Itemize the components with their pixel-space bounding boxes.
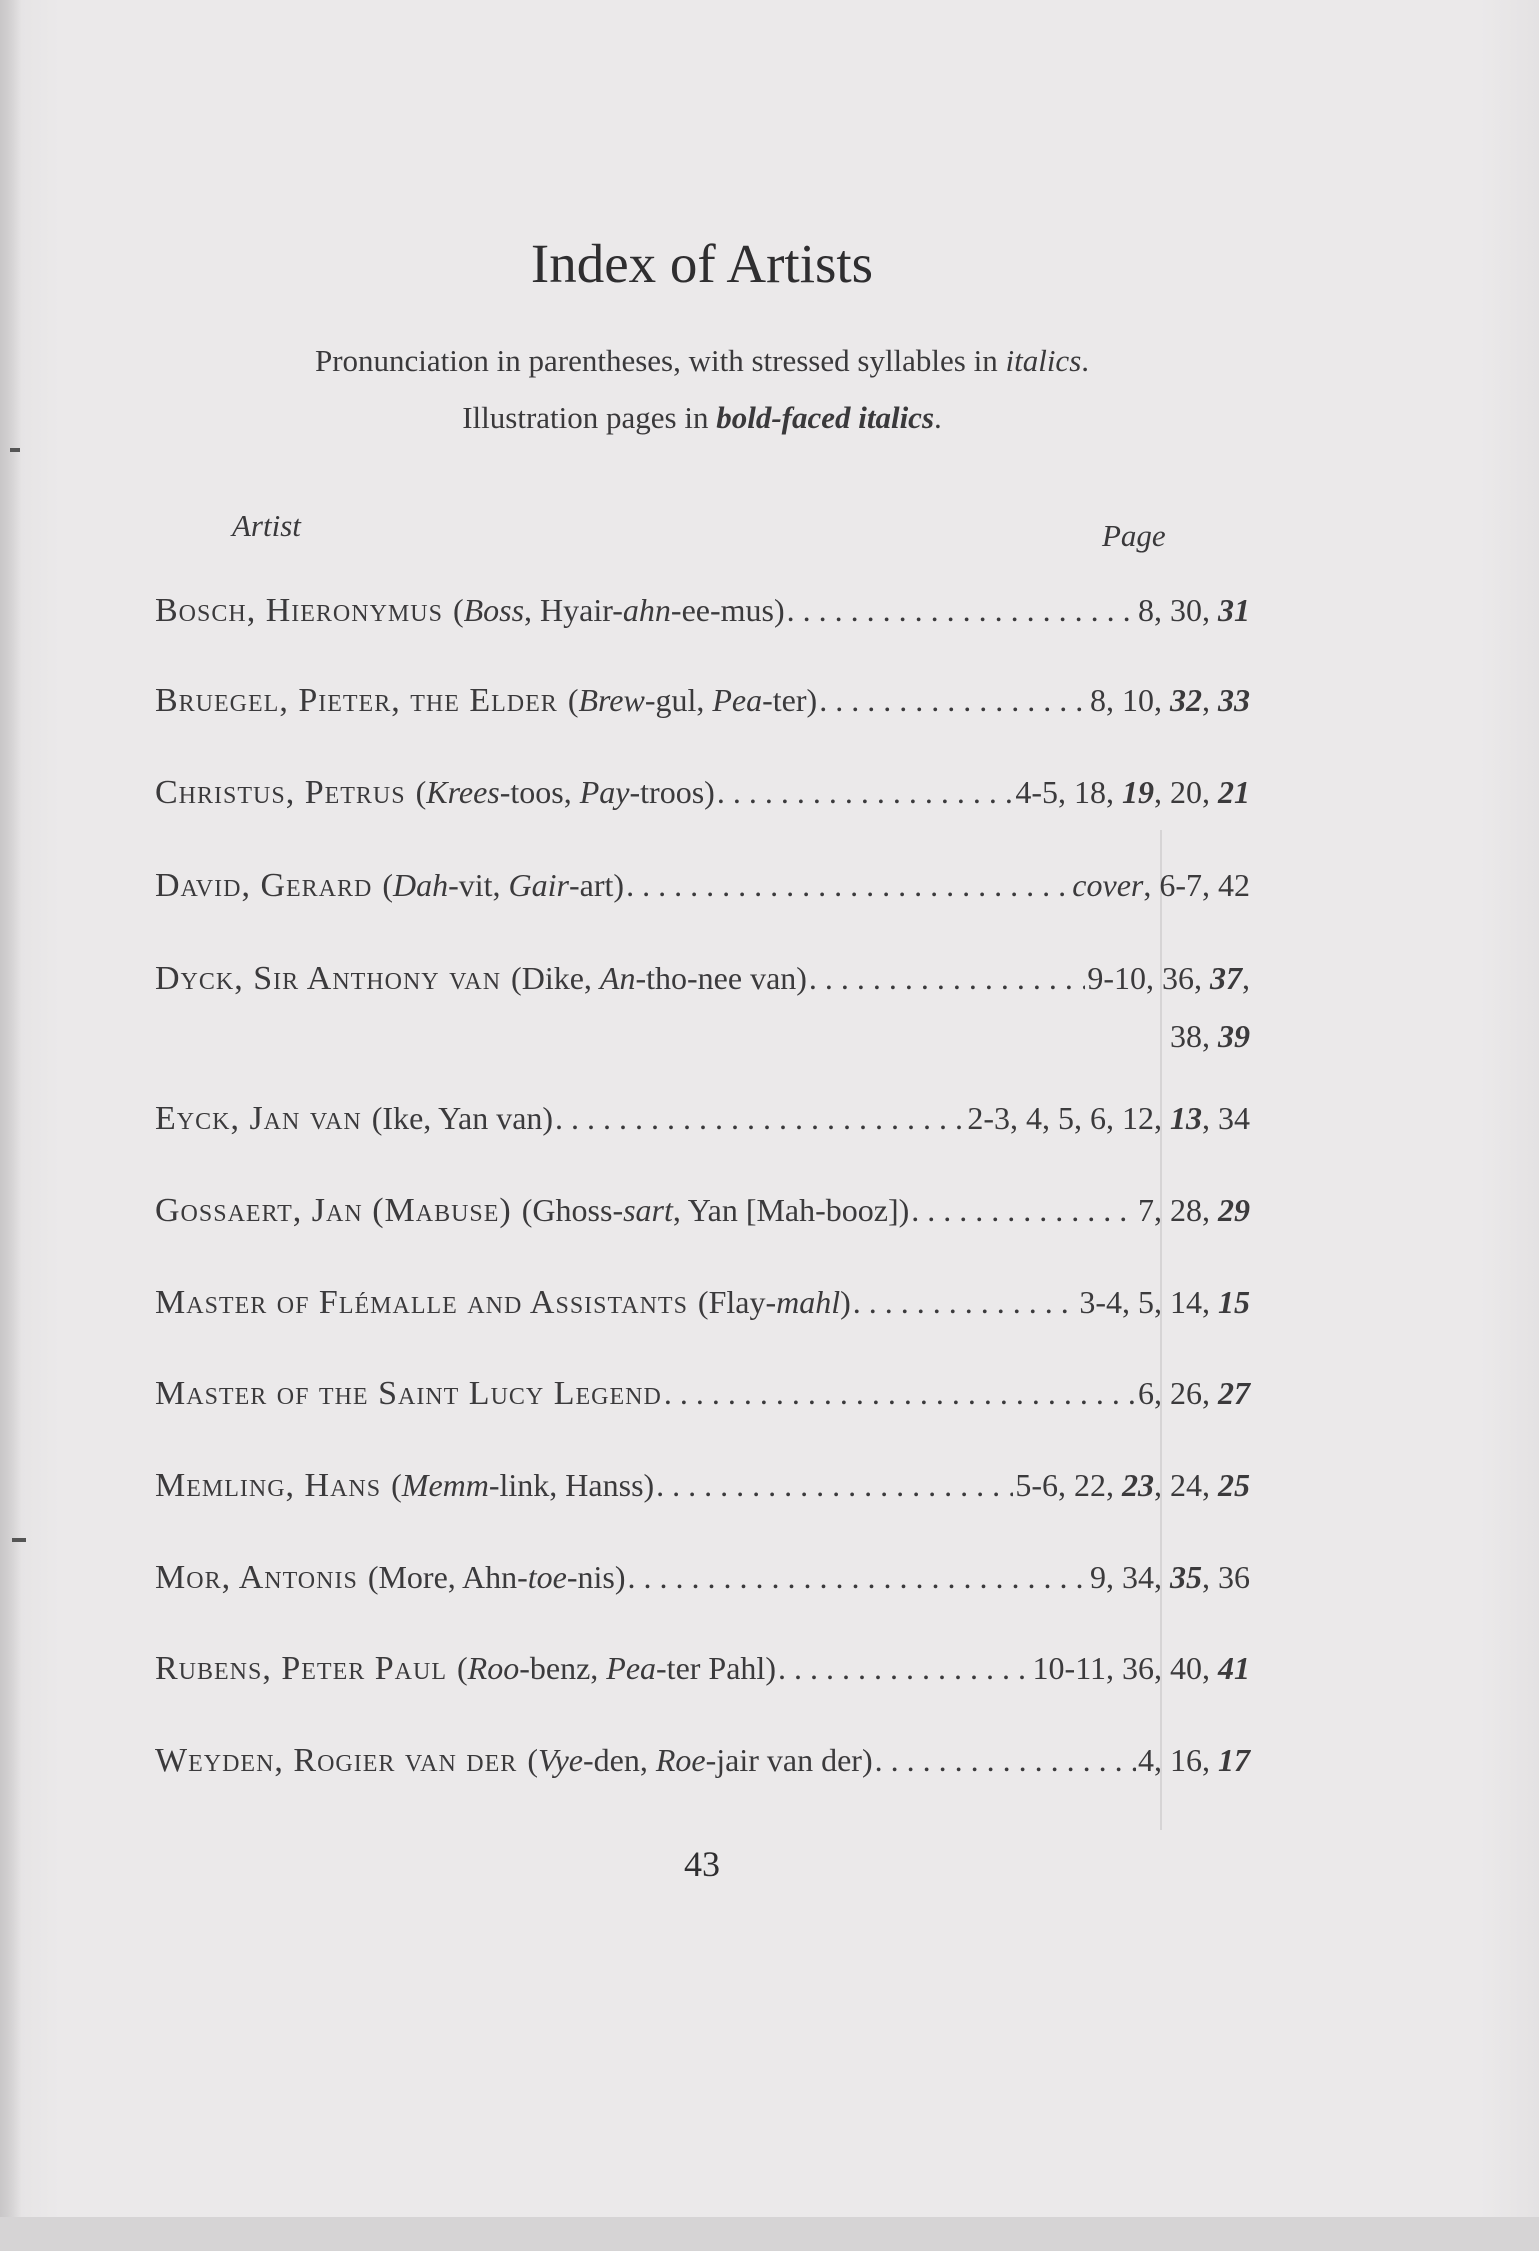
pronunciation-part: Krees xyxy=(426,774,500,810)
illustration-page-ref: 15 xyxy=(1218,1284,1250,1320)
artist-name: Mor, Antonis xyxy=(155,1559,358,1596)
page-number: 43 xyxy=(684,1844,720,1884)
illustration-page-ref: 31 xyxy=(1218,592,1250,628)
pronunciation-part: ( xyxy=(415,774,427,810)
pronunciation-part: (Dike, xyxy=(511,960,600,996)
index-entry xyxy=(155,958,1250,999)
pronunciation-part: Gair xyxy=(508,867,569,903)
subtitle-text: . xyxy=(1081,343,1090,378)
page-references xyxy=(1138,1740,1250,1780)
gutter-shadow xyxy=(0,0,22,2251)
illustration-page-ref: 39 xyxy=(1218,1018,1250,1054)
illustration-page-ref: 41 xyxy=(1218,1650,1250,1686)
pronunciation-part: Boss xyxy=(463,592,525,628)
page-references xyxy=(1138,1373,1250,1413)
pronunciation-part: , Hyair- xyxy=(524,592,623,628)
pronunciation xyxy=(391,1465,654,1505)
page-references xyxy=(1087,958,1250,998)
pronunciation-part: (More, Ahn- xyxy=(367,1559,528,1595)
artist-name: Eyck, Jan van xyxy=(155,1100,362,1137)
dot-leader xyxy=(626,865,1070,905)
illustration-page-ref: 25 xyxy=(1218,1467,1250,1503)
pronunciation-part: Vye xyxy=(537,1742,583,1778)
page-references xyxy=(1138,590,1250,630)
page-ref: 8, 30, xyxy=(1138,592,1218,628)
illustration-page-ref: 13 xyxy=(1170,1100,1202,1136)
page-ref: 6, 26, xyxy=(1138,1375,1218,1411)
index-entry xyxy=(155,1373,1250,1414)
margin-mark xyxy=(10,448,20,452)
index-entry xyxy=(155,1648,1250,1689)
pronunciation xyxy=(457,1648,776,1688)
index-entry xyxy=(155,1190,1250,1231)
illustration-page-ref: 17 xyxy=(1218,1742,1250,1778)
pronunciation-part: (Flay- xyxy=(697,1284,777,1320)
pronunciation xyxy=(511,958,807,998)
page-ref: 9-10, 36, xyxy=(1087,960,1210,996)
dot-leader xyxy=(809,958,1085,998)
subtitle-text: Pronunciation in parentheses, with stressed syllables in xyxy=(314,343,1006,378)
pronunciation-part: An xyxy=(599,960,636,996)
pronunciation xyxy=(527,1740,872,1780)
page-ref: 38, xyxy=(1170,1018,1218,1054)
page-references-continued xyxy=(1170,1016,1250,1056)
page-ref: 3-4, 5, 14, xyxy=(1079,1284,1218,1320)
pronunciation-part: -den, xyxy=(582,1742,656,1778)
dot-leader xyxy=(819,680,1088,720)
illustration-page-ref: 21 xyxy=(1218,774,1250,810)
pronunciation xyxy=(368,1557,626,1597)
artist-name: Gossaert, Jan (Mabuse) xyxy=(155,1192,512,1229)
bottom-edge xyxy=(0,2217,1539,2251)
illustration-page-ref: 35 xyxy=(1170,1559,1202,1595)
pronunciation xyxy=(522,1190,910,1230)
pronunciation-part: -tho-nee van) xyxy=(635,960,807,996)
page-references xyxy=(1072,865,1250,905)
dot-leader xyxy=(656,1465,1013,1505)
artist-name: Master of Flémalle and Assistants xyxy=(155,1284,688,1321)
pronunciation-part: Memm xyxy=(401,1467,489,1503)
artist-name: Bosch, Hieronymus xyxy=(155,592,443,629)
page-references xyxy=(1015,772,1250,812)
pronunciation xyxy=(698,1282,851,1322)
dot-leader xyxy=(778,1648,1031,1688)
pronunciation-part: -jair van der) xyxy=(705,1742,873,1778)
pronunciation-part: ( xyxy=(452,592,464,628)
column-header-page: Page xyxy=(1102,518,1166,553)
pronunciation-part: -art) xyxy=(569,867,625,903)
pronunciation-part: -nis) xyxy=(566,1559,626,1595)
page-ref: 5-6, 22, xyxy=(1015,1467,1122,1503)
page-references xyxy=(1079,1282,1250,1322)
pronunciation xyxy=(382,865,624,905)
page-ref: cover xyxy=(1072,867,1144,903)
index-entry xyxy=(155,1098,1250,1139)
dot-leader xyxy=(853,1282,1078,1322)
artist-name: Christus, Petrus xyxy=(155,774,406,811)
pronunciation xyxy=(568,680,817,720)
page-ref: , xyxy=(1202,682,1218,718)
pronunciation-part: (Ike, Yan van) xyxy=(371,1100,554,1136)
dot-leader xyxy=(628,1557,1088,1597)
pronunciation-part: -troos) xyxy=(629,774,715,810)
page-ref: 9, 34, xyxy=(1090,1559,1170,1595)
pronunciation-part: Roo xyxy=(467,1650,520,1686)
margin-mark xyxy=(12,1538,26,1542)
artist-name: Rubens, Peter Paul xyxy=(155,1650,447,1687)
pronunciation-part: Pea xyxy=(712,682,763,718)
page-ref: 2-3, 4, 5, 6, 12, xyxy=(967,1100,1170,1136)
pronunciation-part: -vit, xyxy=(448,867,509,903)
pronunciation xyxy=(372,1098,553,1138)
dot-leader xyxy=(717,772,1014,812)
illustration-page-ref: 33 xyxy=(1218,682,1250,718)
pronunciation-part: -ter) xyxy=(762,682,818,718)
pronunciation-part: ahn xyxy=(622,592,671,628)
pronunciation-part: -link, Hanss) xyxy=(488,1467,655,1503)
pronunciation-part: ( xyxy=(527,1742,538,1778)
index-entry xyxy=(155,590,1250,631)
artist-name: Dyck, Sir Anthony van xyxy=(155,960,502,997)
pronunciation-part: ( xyxy=(567,682,579,718)
artist-name: Weyden, Rogier van der xyxy=(155,1742,518,1779)
pronunciation-part: -toos, xyxy=(499,774,580,810)
page-ref: 8, 10, xyxy=(1090,682,1170,718)
dot-leader xyxy=(787,590,1136,630)
pronunciation-part: Brew xyxy=(578,682,645,718)
pronunciation-part: ) xyxy=(840,1284,851,1320)
page-ref: , 20, xyxy=(1154,774,1218,810)
pronunciation-part: ( xyxy=(391,1467,402,1503)
index-entry xyxy=(155,1282,1250,1323)
index-entry xyxy=(155,1465,1250,1506)
dot-leader xyxy=(664,1373,1136,1413)
illustration-page-ref: 23 xyxy=(1122,1467,1154,1503)
dot-leader xyxy=(911,1190,1136,1230)
artist-name: Bruegel, Pieter, the Elder xyxy=(155,682,558,719)
pronunciation-part: -benz, xyxy=(519,1650,607,1686)
pronunciation-part: Pay xyxy=(579,774,630,810)
pronunciation-part: -ee-mus) xyxy=(670,592,785,628)
subtitle-pronunciation xyxy=(0,343,1404,379)
subtitle-italic: italics xyxy=(1005,343,1082,378)
pronunciation-part: -gul, xyxy=(644,682,713,718)
illustration-page-ref: 37 xyxy=(1210,960,1242,996)
index-entry xyxy=(155,1740,1250,1781)
page-ref: , 36 xyxy=(1202,1559,1250,1595)
page-ref: 7, 28, xyxy=(1138,1192,1218,1228)
page-ref: 4, 16, xyxy=(1138,1742,1218,1778)
page-ref: , xyxy=(1242,960,1250,996)
page-references xyxy=(1138,1190,1250,1230)
page-references xyxy=(1015,1465,1250,1505)
subtitle-bold-italic: bold-faced italics xyxy=(716,400,935,435)
page-ref: , 6-7, 42 xyxy=(1143,867,1250,903)
page-ref: 10-11, 36, 40, xyxy=(1032,1650,1218,1686)
illustration-page-ref: 27 xyxy=(1218,1375,1250,1411)
index-entry xyxy=(155,1557,1250,1598)
page-ref: 4-5, 18, xyxy=(1015,774,1122,810)
artist-name: Master of the Saint Lucy Legend xyxy=(155,1375,662,1412)
pronunciation-part: sart xyxy=(623,1192,673,1228)
page-ref: , 24, xyxy=(1154,1467,1218,1503)
illustration-page-ref: 19 xyxy=(1122,774,1154,810)
page-ref: , 34 xyxy=(1202,1100,1250,1136)
artist-name: David, Gerard xyxy=(155,867,373,904)
subtitle-text: Illustration pages in xyxy=(462,400,717,435)
pronunciation-part: , Yan [Mah-booz]) xyxy=(672,1192,910,1228)
index-entry xyxy=(155,680,1250,721)
pronunciation xyxy=(416,772,715,812)
page-references xyxy=(1090,680,1250,720)
pronunciation xyxy=(453,590,785,630)
dot-leader xyxy=(555,1098,965,1138)
illustration-page-ref: 29 xyxy=(1218,1192,1250,1228)
pronunciation-part: (Ghoss- xyxy=(521,1192,624,1228)
pronunciation-part: ( xyxy=(382,867,393,903)
column-header-artist: Artist xyxy=(232,508,301,543)
page-title: Index of Artists xyxy=(530,233,874,294)
pronunciation-part: ( xyxy=(457,1650,468,1686)
index-entry xyxy=(155,772,1250,813)
page-references xyxy=(1033,1648,1250,1688)
pronunciation-part: mahl xyxy=(776,1284,841,1320)
pronunciation-part: Roe xyxy=(655,1742,706,1778)
pronunciation-part: Pea xyxy=(606,1650,657,1686)
illustration-page-ref: 32 xyxy=(1170,682,1202,718)
pronunciation-part: -ter Pahl) xyxy=(656,1650,776,1686)
pronunciation-part: Dah xyxy=(393,867,449,903)
index-entry xyxy=(155,865,1250,906)
page-references xyxy=(1090,1557,1250,1597)
dot-leader xyxy=(875,1740,1136,1780)
artist-name: Memling, Hans xyxy=(155,1467,382,1504)
pronunciation-part: toe xyxy=(527,1559,567,1595)
subtitle-illustration xyxy=(0,400,1404,436)
page-references xyxy=(967,1098,1250,1138)
subtitle-text: . xyxy=(934,400,942,435)
